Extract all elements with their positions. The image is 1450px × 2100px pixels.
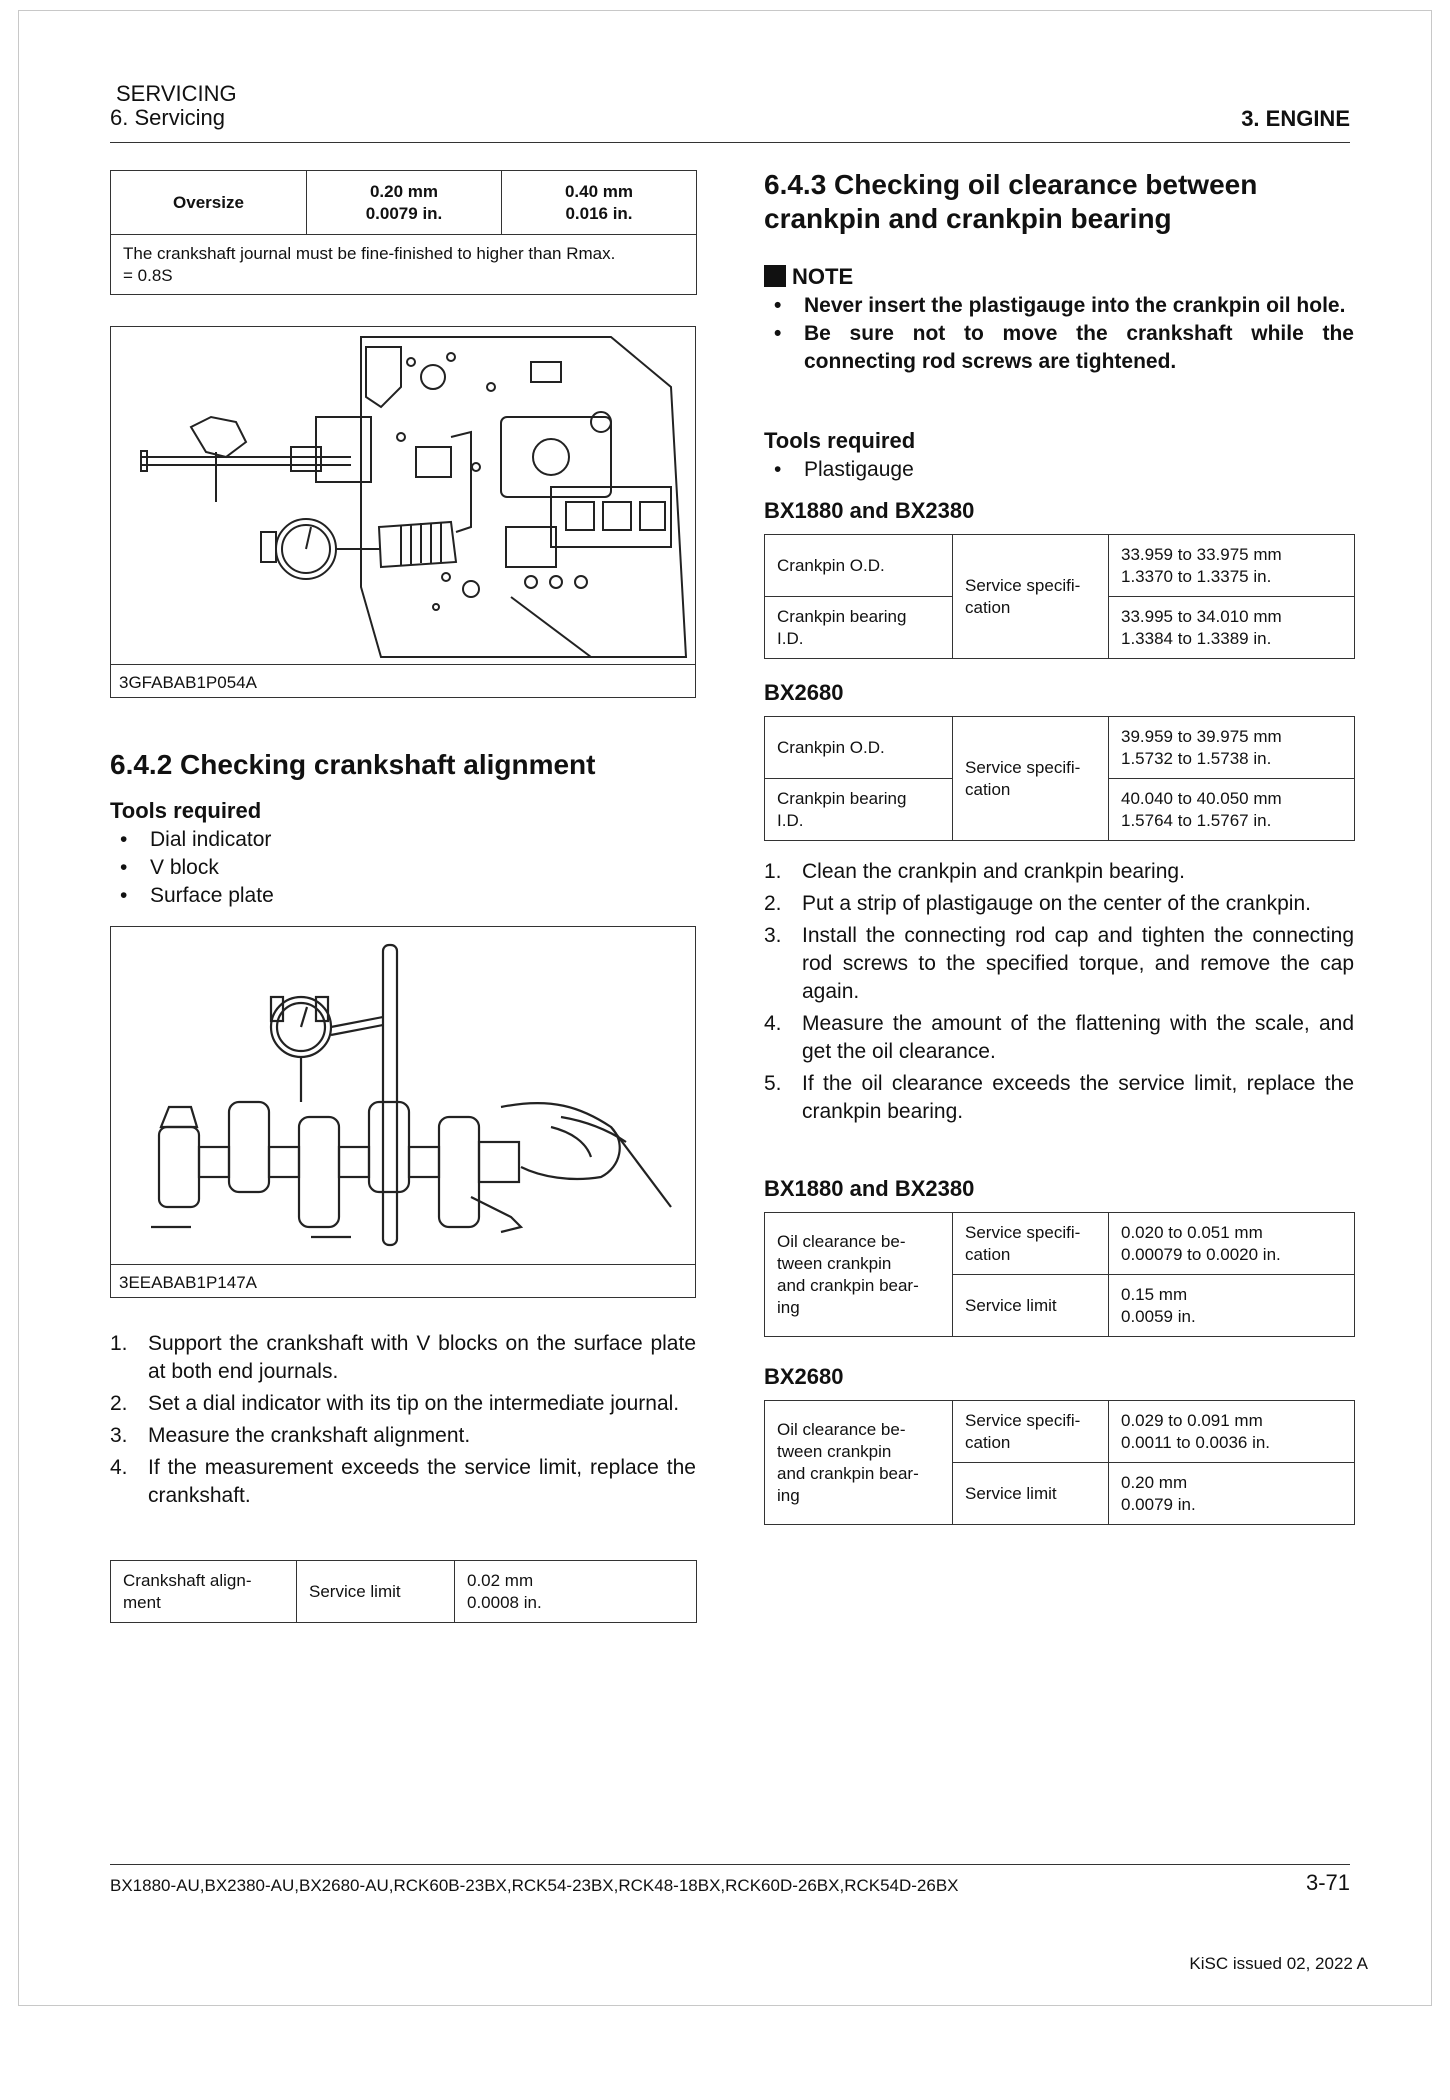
spec-kind: Service specifi- cation [953, 535, 1109, 659]
tool-item: • Dial indicator [110, 826, 696, 854]
alignment-item: Crankshaft align- ment [111, 1561, 297, 1623]
note-square-icon [764, 265, 786, 287]
clearance-item: Oil clearance be- tween crankpin and crankpin bear- ing [765, 1401, 953, 1525]
crankshaft-illustration [111, 927, 695, 1297]
clearance-spec-value: 0.020 to 0.051 mm 0.00079 to 0.0020 in. [1109, 1213, 1355, 1275]
tool-item: • Plastigauge [764, 456, 1354, 484]
clearance-table-1 [764, 1212, 1355, 1337]
note-item: • Be sure not to move the crankshaft while the connecting rod screws are tightened. [764, 320, 1354, 376]
oversize-value-2: 0.40 mm 0.016 in. [502, 171, 697, 235]
step-item: 3. Install the connecting rod cap and tighten the connecting rod screws to the specified torque, and remove the cap again. [764, 924, 1354, 1003]
section-643-tools-list [764, 456, 1354, 484]
spec-table-1-model: BX1880 and BX2380 [764, 498, 975, 523]
clearance-limit-value: 0.15 mm 0.0059 in. [1109, 1275, 1355, 1337]
crankshaft-figure [110, 926, 696, 1298]
clearance-limit-kind: Service limit [953, 1275, 1109, 1337]
section-642-tools-heading: Tools required [110, 798, 262, 823]
step-item: 4. If the measurement exceeds the service limit, replace the crankshaft. [110, 1456, 696, 1507]
spec-value: 33.959 to 33.975 mm 1.3370 to 1.3375 in. [1109, 535, 1355, 597]
clearance-limit-kind: Service limit [953, 1463, 1109, 1525]
clearance-table-1-model: BX1880 and BX2380 [764, 1176, 975, 1201]
section-642-steps [110, 1330, 696, 1514]
note-heading: NOTE [764, 264, 853, 290]
spec-value: 39.959 to 39.975 mm 1.5732 to 1.5738 in. [1109, 717, 1355, 779]
step-item: 2. Put a strip of plastigauge on the center of the crankpin. [764, 892, 1311, 915]
clearance-spec-kind: Service specifi- cation [953, 1401, 1109, 1463]
footer-rule [110, 1864, 1350, 1865]
clearance-limit-value: 0.20 mm 0.0079 in. [1109, 1463, 1355, 1525]
oversize-table [110, 170, 697, 295]
footer-models: BX1880-AU,BX2380-AU,BX2680-AU,RCK60B-23BX,RCK54-23BX,RCK48-18BX,RCK60D-26BX,RCK54D-26BX [110, 1876, 959, 1895]
header-chapter: 3. ENGINE [1241, 106, 1350, 131]
note-list [764, 292, 1354, 376]
tool-item: • Surface plate [110, 882, 696, 910]
spec-item: Crankpin O.D. [765, 717, 953, 779]
step-item: 1. Clean the crankpin and crankpin bearing. [764, 860, 1185, 883]
section-642-title: 6.4.2 Checking crankshaft alignment [110, 749, 596, 780]
page-number: 3-71 [1305, 1870, 1350, 1895]
note-item: • Never insert the plastigauge into the crankpin oil hole. [764, 292, 1354, 320]
clearance-table-2-model: BX2680 [764, 1364, 844, 1389]
step-item: 2. Set a dial indicator with its tip on the intermediate journal. [110, 1392, 680, 1415]
step-item: 4. Measure the amount of the flattening with the scale, and get the oil clearance. [764, 1012, 1354, 1063]
clearance-item: Oil clearance be- tween crankpin and crankpin bear- ing [765, 1213, 953, 1337]
engine-illustration [111, 327, 695, 697]
step-item: 5. If the oil clearance exceeds the service limit, replace the crankpin bearing. [764, 1072, 1354, 1123]
spec-value: 33.995 to 34.010 mm 1.3384 to 1.3389 in. [1109, 597, 1355, 659]
step-item: 3. Measure the crankshaft alignment. [110, 1424, 471, 1447]
spec-table-2-model: BX2680 [764, 680, 844, 705]
section-643-title: 6.4.3 Checking oil clearance between crankpin and crankpin bearing [764, 169, 1258, 234]
clearance-spec-value: 0.029 to 0.091 mm 0.0011 to 0.0036 in. [1109, 1401, 1355, 1463]
issue-note: KiSC issued 02, 2022 A [1189, 1954, 1368, 1973]
spec-table-2 [764, 716, 1355, 841]
section-643-steps [764, 858, 1354, 1130]
section-642-tools-list [110, 826, 696, 910]
clearance-table-2 [764, 1400, 1355, 1525]
spec-value: 40.040 to 40.050 mm 1.5764 to 1.5767 in. [1109, 779, 1355, 841]
step-item: 1. Support the crankshaft with V blocks on the surface plate at both end journals. [110, 1332, 696, 1383]
engine-figure-label: 3GFABAB1P054A [119, 673, 257, 692]
spec-kind: Service specifi- cation [953, 717, 1109, 841]
spec-table-1 [764, 534, 1355, 659]
spec-item: Crankpin bearing I.D. [765, 779, 953, 841]
crankshaft-figure-label: 3EEABAB1P147A [119, 1273, 257, 1292]
header-section: SERVICING [116, 81, 237, 106]
spec-item: Crankpin bearing I.D. [765, 597, 953, 659]
header-rule [110, 142, 1350, 143]
tool-item: • V block [110, 854, 696, 882]
spec-item: Crankpin O.D. [765, 535, 953, 597]
oversize-value-1: 0.20 mm 0.0079 in. [307, 171, 502, 235]
header-subsection: 6. Servicing [110, 105, 225, 130]
clearance-spec-kind: Service specifi- cation [953, 1213, 1109, 1275]
oversize-note: The crankshaft journal must be fine-finished to higher than Rmax. = 0.8S [111, 235, 697, 295]
oversize-label: Oversize [111, 171, 307, 235]
engine-figure [110, 326, 696, 698]
alignment-value: 0.02 mm 0.0008 in. [455, 1561, 697, 1623]
section-643-tools-heading: Tools required [764, 428, 916, 453]
alignment-table [110, 1560, 697, 1623]
alignment-kind: Service limit [297, 1561, 455, 1623]
